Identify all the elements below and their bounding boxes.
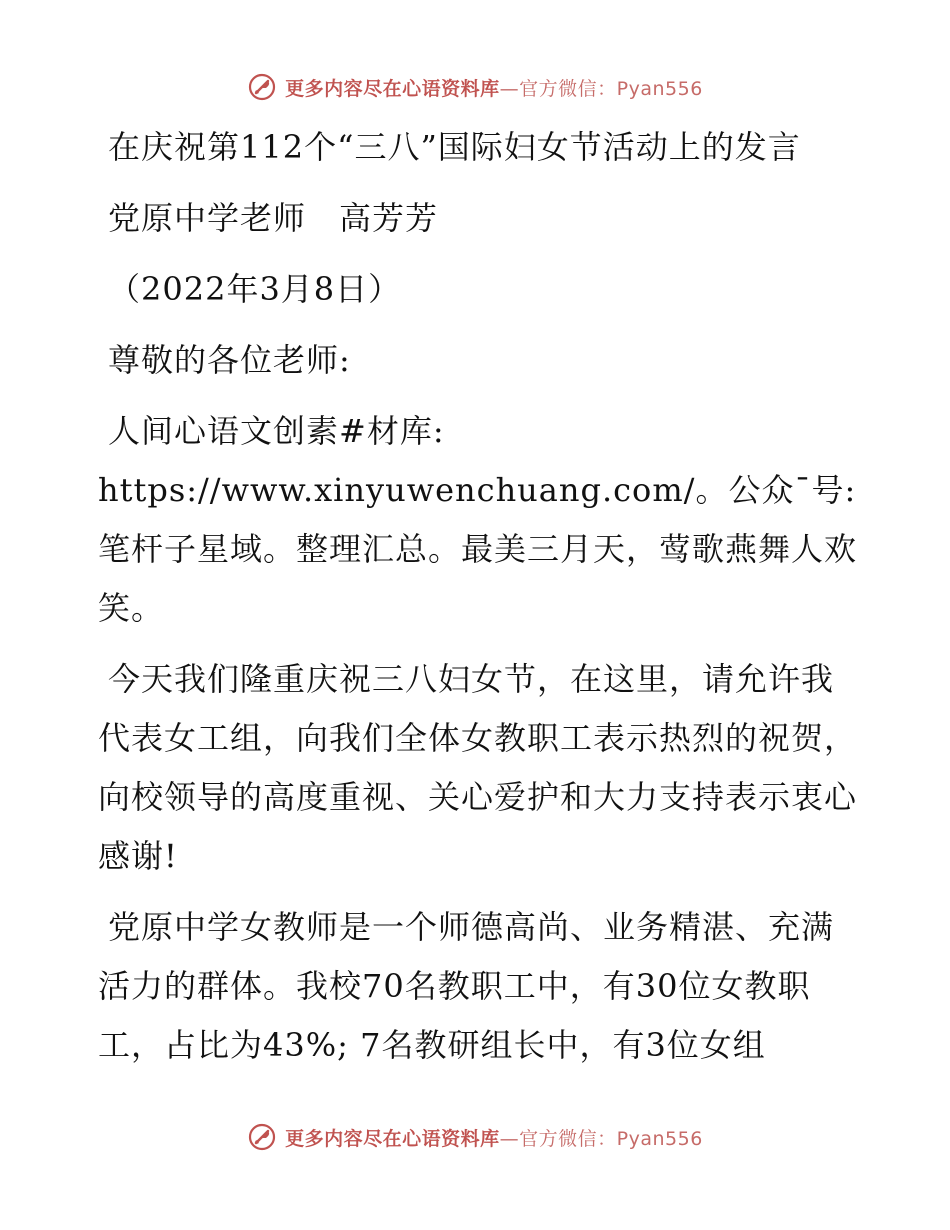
- watermark-dash: —: [499, 1127, 520, 1150]
- watermark-wechat-text: 官方微信：Pyan556: [519, 77, 703, 100]
- salutation: 尊敬的各位老师:: [108, 341, 351, 379]
- watermark-dash: —: [499, 77, 520, 100]
- watermark-site-text: 更多内容尽在心语资料库: [285, 1127, 500, 1150]
- quill-pen-logo-icon: [247, 72, 277, 102]
- header-watermark: [0, 72, 950, 102]
- speaker-line: 党原中学老师 高芳芳: [108, 199, 439, 237]
- document-title: 在庆祝第112个“三八”国际妇女节活动上的发言: [108, 128, 801, 166]
- watermark-wechat-text: 官方微信：Pyan556: [519, 1127, 703, 1150]
- paragraph-2: 今天我们隆重庆祝三八妇女节，在这里，请允许我代表女工组，向我们全体女教职工表示热烈的祝贺，向校领导的高度重视、关心爱护和大力支持表示衷心感谢!: [98, 660, 858, 875]
- paragraph-3: 党原中学女教师是一个师德高尚、业务精湛、充满活力的群体。我校70名教职工中，有30位女教职工，占比为43%; 7名教研组长中，有3位女组: [98, 908, 835, 1064]
- watermark-site-text: 更多内容尽在心语资料库: [285, 77, 500, 100]
- document-body: [98, 118, 858, 1087]
- footer-watermark: [0, 1122, 950, 1152]
- quill-pen-logo-icon: [247, 1122, 277, 1152]
- paragraph-1: 人间心语文创素#材库: https://www.xinyuwenchuang.com/。公众¯号: 笔杆子星域。整理汇总。最美三月天，莺歌燕舞人欢笑。: [98, 412, 858, 627]
- date-line: （2022年3月8日）: [108, 270, 402, 308]
